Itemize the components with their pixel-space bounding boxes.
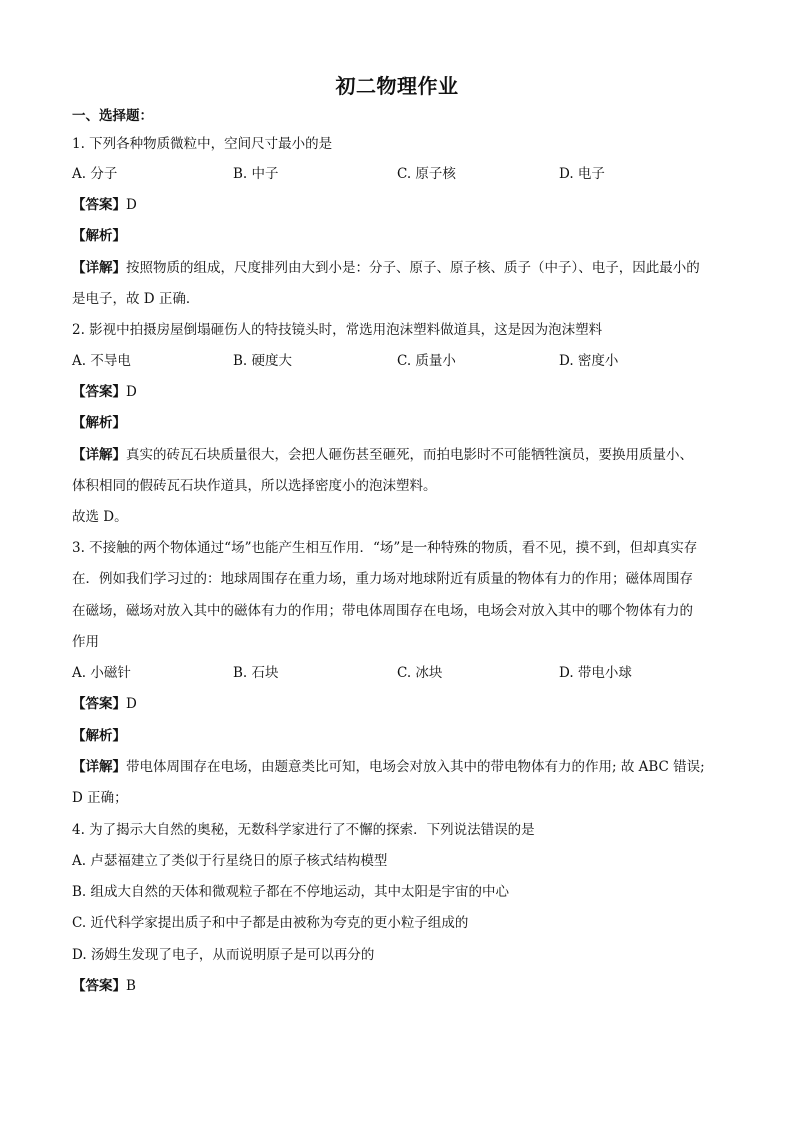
q1-analysis-tag: 【解析】	[72, 228, 126, 244]
detail-tag: 【详解】	[72, 759, 126, 775]
answer-tag: 【答案】	[72, 384, 126, 400]
q4-option-b: B. 组成大自然的天体和微观粒子都在不停地运动，其中太阳是宇宙的中心	[72, 884, 510, 900]
q1-option-a: A. 分子	[72, 166, 118, 182]
q1-option-d: D. 电子	[559, 166, 605, 182]
answer-tag: 【答案】	[72, 696, 126, 712]
q2-detail-line2: 体积相同的假砖瓦石块作道具，所以选择密度小的泡沫塑料。	[72, 478, 437, 494]
q2-option-b: B. 硬度大	[233, 353, 293, 369]
detail-tag: 【详解】	[72, 447, 126, 463]
q3-detail-line1	[72, 757, 705, 777]
detail-text: 真实的砖瓦石块质量很大，会把人砸伤甚至砸死，而拍电影时不可能牺牲演员，要换用质量小、	[126, 447, 693, 463]
section-heading: 一、选择题：	[72, 108, 153, 124]
q1-detail-line1	[72, 258, 700, 278]
q2-analysis-tag: 【解析】	[72, 415, 126, 431]
q1-detail-line2: 是电子，故 D 正确．	[72, 291, 200, 307]
q4-option-d: D. 汤姆生发现了电子，从而说明原子是可以再分的	[72, 947, 375, 963]
answer-tag: 【答案】	[72, 978, 126, 994]
q2-option-c: C. 质量小	[397, 353, 456, 369]
q2-stem: 2. 影视中拍摄房屋倒塌砸伤人的特技镜头时，常选用泡沫塑料做道具，这是因为泡沫塑料	[72, 322, 603, 338]
q3-analysis-tag: 【解析】	[72, 728, 126, 744]
q3-option-a: A. 小磁针	[72, 665, 131, 681]
q4-stem: 4. 为了揭示大自然的奥秘，无数科学家进行了不懈的探索．下列说法错误的是	[72, 822, 535, 838]
q3-option-b: B. 石块	[233, 665, 279, 681]
q3-stem-line2: 在．例如我们学习过的：地球周围存在重力场，重力场对地球附近有质量的物体有力的作用；磁体周围存	[72, 571, 693, 587]
document-title: 初二物理作业	[335, 74, 459, 98]
q2-options	[72, 351, 752, 371]
q1-options	[72, 164, 752, 184]
q2-detail-line3: 故选 D。	[72, 509, 128, 525]
q3-stem-line3: 在磁场，磁场对放入其中的磁体有力的作用；带电体周围存在电场，电场会对放入其中的哪个物体有力的	[72, 603, 693, 619]
q3-options	[72, 663, 752, 683]
q1-option-c: C. 原子核	[397, 166, 456, 182]
q2-option-d: D. 密度小	[559, 353, 619, 369]
answer-value: D	[126, 384, 137, 400]
answer-value: D	[126, 696, 137, 712]
q2-detail-line1	[72, 445, 693, 465]
q1-answer	[72, 195, 137, 215]
q2-answer	[72, 382, 137, 402]
q1-stem: 1. 下列各种物质微粒中，空间尺寸最小的是	[72, 136, 333, 152]
q4-answer	[72, 976, 136, 996]
q3-detail-line2: D 正确；	[72, 790, 128, 806]
answer-value: B	[126, 978, 136, 994]
q3-option-d: D. 带电小球	[559, 665, 632, 681]
q4-option-c: C. 近代科学家提出质子和中子都是由被称为夸克的更小粒子组成的	[72, 915, 469, 931]
detail-text: 带电体周围存在电场，由题意类比可知，电场会对放入其中的带电物体有力的作用; 故 ABC 错误;	[126, 759, 705, 775]
q3-answer	[72, 694, 137, 714]
detail-text: 按照物质的组成，尺度排列由大到小是：分子、原子、原子核、质子（中子）、电子，因此最小的	[126, 260, 700, 276]
q4-option-a: A. 卢瑟福建立了类似于行星绕日的原子核式结构模型	[72, 853, 388, 869]
answer-tag: 【答案】	[72, 197, 126, 213]
q2-option-a: A. 不导电	[72, 353, 131, 369]
q3-stem-line4: 作用	[72, 634, 99, 650]
q3-stem-line1: 3. 不接触的两个物体通过“场”也能产生相互作用．“场”是一种特殊的物质，看不见，摸不到，但却真实存	[72, 540, 698, 556]
detail-tag: 【详解】	[72, 260, 126, 276]
q3-option-c: C. 冰块	[397, 665, 443, 681]
answer-value: D	[126, 197, 137, 213]
q1-option-b: B. 中子	[233, 166, 279, 182]
